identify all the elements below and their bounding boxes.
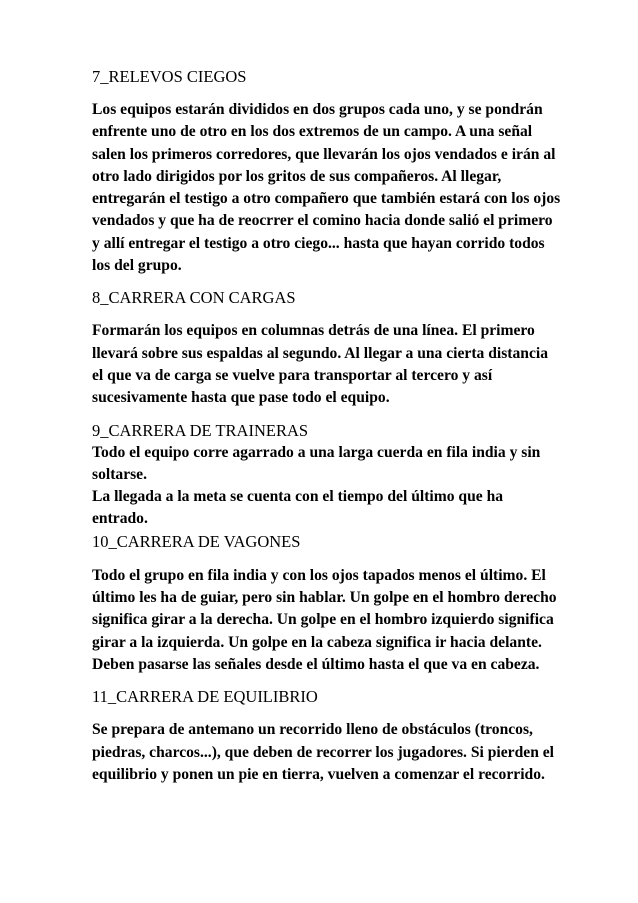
section-paragraph: La llegada a la meta se cuenta con el tiempo del último que ha entrado. [92,488,504,528]
section-paragraph: Formarán los equipos en columnas detrás de una línea. El primero llevará sobre sus espaldas al segundo. Al llegar a una cierta distancia el que va de carga se vuelve para transportar al tercero y así sucesivamente hasta que pase todo el equipo. [92,322,549,407]
section-title-carrera-de-vagones: 10_CARRERA DE VAGONES [92,531,301,551]
document-page [92,66,562,786]
section-title-carrera-de-equilibrio: 11_CARRERA DE EQUILIBRIO [92,687,318,707]
section-paragraph: Se prepara de antemano un recorrido lleno de obstáculos (troncos, piedras, charcos...), que deben de recorrer los jugadores. Si pierden el equilibrio y ponen un pie en tierra, vuelven a comenzar el recorrido. [92,721,555,783]
section-title-carrera-de-traineras: 9_CARRERA DE TRAINERAS [92,420,309,440]
section-paragraph: Los equipos estarán divididos en dos grupos cada uno, y se pondrán enfrente uno de otro en los dos extremos de un campo. A una señal salen los primeros corredores, que llevarán los ojos vendados e irán al otro lado dirigidos por los gritos de sus compañeros. Al llegar, entregarán el testigo a otro compañero que también estará con los ojos vendados y que ha de reocrrer el comino hacia donde salió el primero y allí entregar el testigo a otro ciego... hasta que hayan corrido todos los del grupo. [92,101,561,275]
section-paragraph: Todo el equipo corre agarrado a una larga cuerda en fila india y sin soltarse. [92,443,541,483]
section-title-carrera-con-cargas: 8_CARRERA CON CARGAS [92,288,296,308]
section-title-relevos-ciegos: 7_RELEVOS CIEGOS [92,67,247,86]
section-paragraph: Todo el grupo en fila india y con los ojos tapados menos el último. El último les ha de guiar, pero sin hablar. Un golpe en el hombro derecho significa girar a la derecha. Un golpe en el hombro izquierdo significa girar a la izquierda. Un golpe en la cabeza significa ir hacia delante. Deben pasarse las señales desde el último hasta el que va en cabeza. [92,566,557,673]
